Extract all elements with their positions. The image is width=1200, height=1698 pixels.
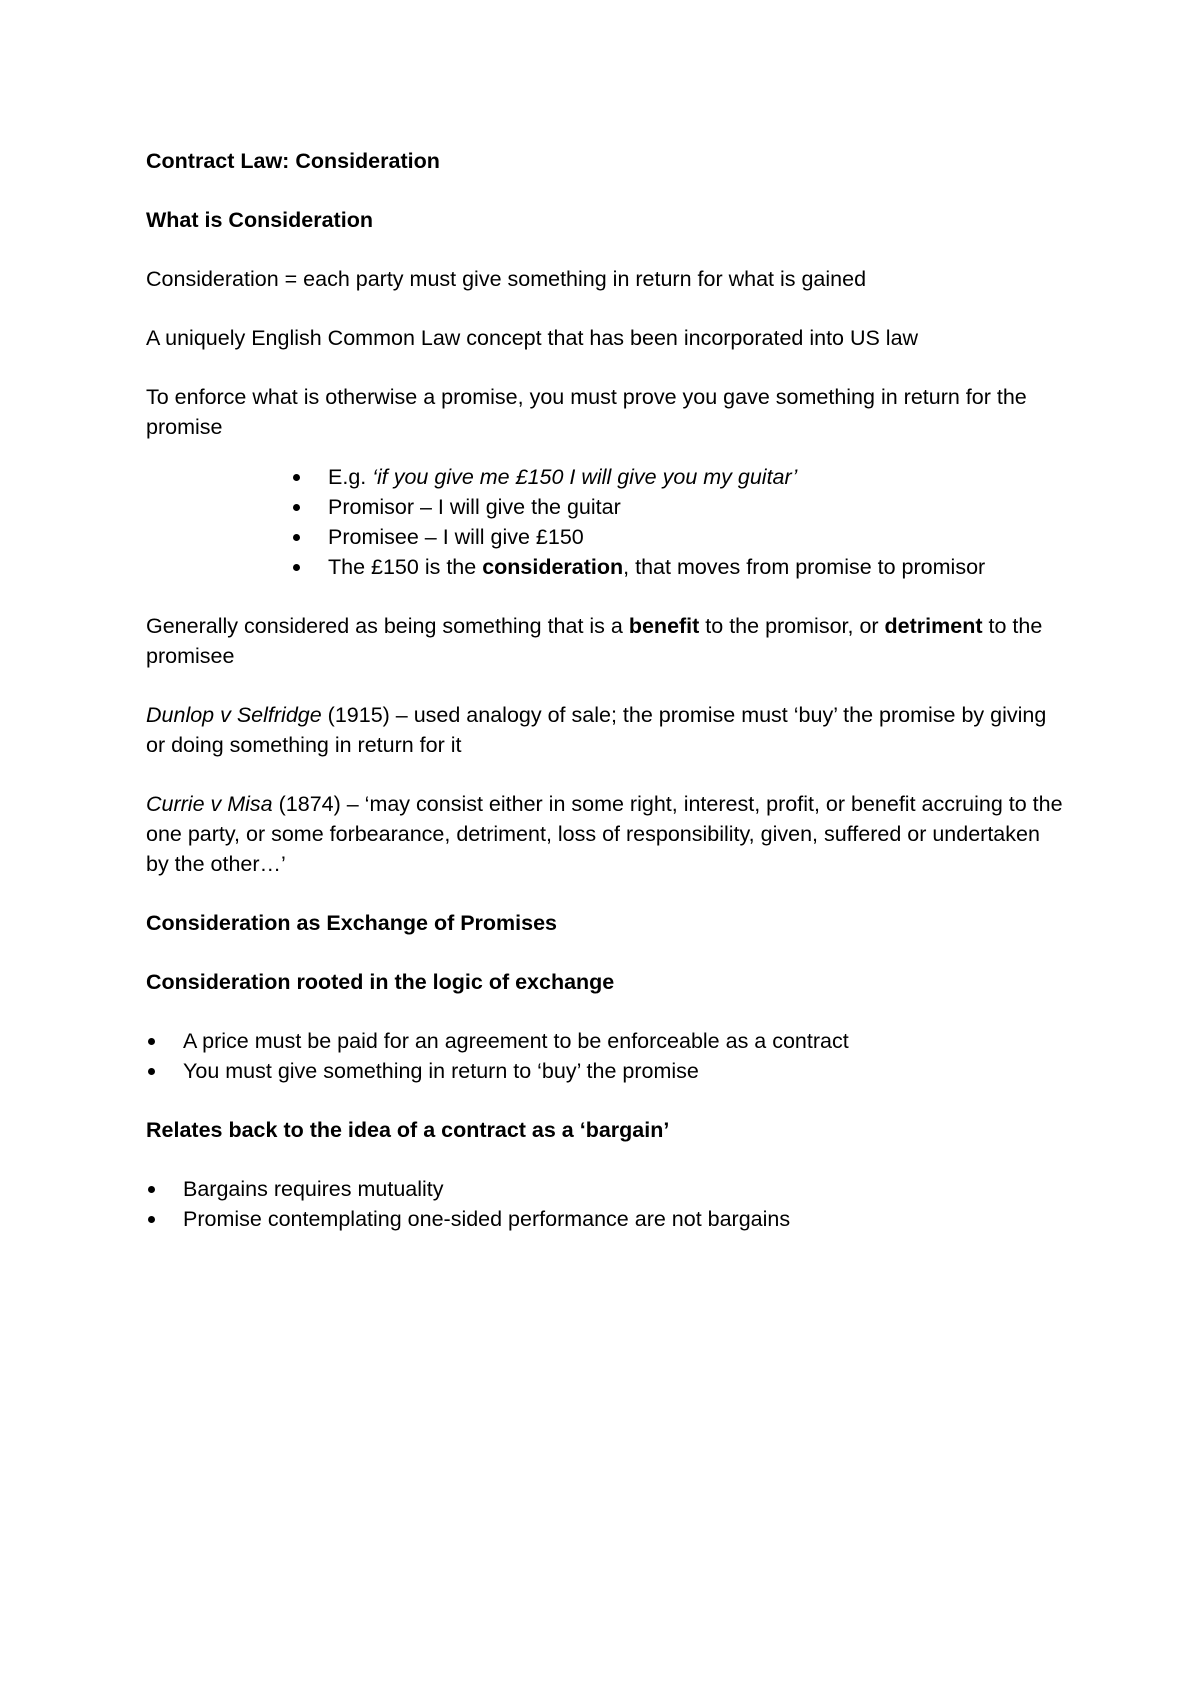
list-item [146,552,1066,582]
paragraph-definition: Consideration = each party must give something in return for what is gained [146,267,867,291]
list-item: You must give something in return to ‘buy’ the promise [146,1056,1066,1086]
list-item-bold-term: consideration [482,555,624,579]
case-text: (1915) – used analogy of sale; the promise must ‘buy’ the promise by giving or doing something in return for it [146,703,1047,757]
example-list [146,462,1066,582]
case-name: Dunlop v Selfridge [146,703,322,727]
paragraph-text: Generally considered as being something that is a [146,614,629,638]
section-heading-bargain: Relates back to the idea of a contract as a ‘bargain’ [146,1118,670,1142]
document-page [146,146,1066,1263]
subheading-logic-of-exchange: Consideration rooted in the logic of exchange [146,970,615,994]
list-item: A price must be paid for an agreement to be enforceable as a contract [146,1026,1066,1056]
list-item-text: The £150 is the [328,555,483,579]
bargain-list [146,1174,1066,1234]
list-item: Promisee – I will give £150 [146,522,1066,552]
list-item: Bargains requires mutuality [146,1174,1066,1204]
paragraph-enforce-promise: To enforce what is otherwise a promise, you must prove you gave something in return for the promise [146,385,1027,439]
paragraph-text: to the promisor, or [699,614,885,638]
case-name: Currie v Misa [146,792,273,816]
paragraph-case-dunlop [146,700,1066,760]
list-item: Promise contemplating one-sided performance are not bargains [146,1204,1066,1234]
list-item [146,462,1066,492]
case-text: (1874) – ‘may consist either in some right, interest, profit, or benefit accruing to the one party, or some forbearance, detriment, loss of responsibility, given, suffered or undertaken by the other…’ [146,792,1063,876]
list-item-text: , that moves from promise to promisor [623,555,986,579]
paragraph-english-common-law: A uniquely English Common Law concept that has been incorporated into US law [146,326,919,350]
list-item: Promisor – I will give the guitar [146,492,1066,522]
list-item-quote: ‘if you give me £150 I will give you my guitar’ [372,465,798,489]
section-heading-exchange-of-promises: Consideration as Exchange of Promises [146,911,558,935]
section-heading-what-is-consideration: What is Consideration [146,208,373,232]
bold-term-benefit: benefit [628,614,700,638]
paragraph-benefit-detriment [146,611,1066,671]
paragraph-text: to the promisee [146,614,1043,668]
document-title: Contract Law: Consideration [146,149,440,173]
list-item-prefix: E.g. [328,465,373,489]
paragraph-case-currie [146,789,1066,879]
bold-term-detriment: detriment [884,614,983,638]
exchange-list [146,1026,1066,1086]
